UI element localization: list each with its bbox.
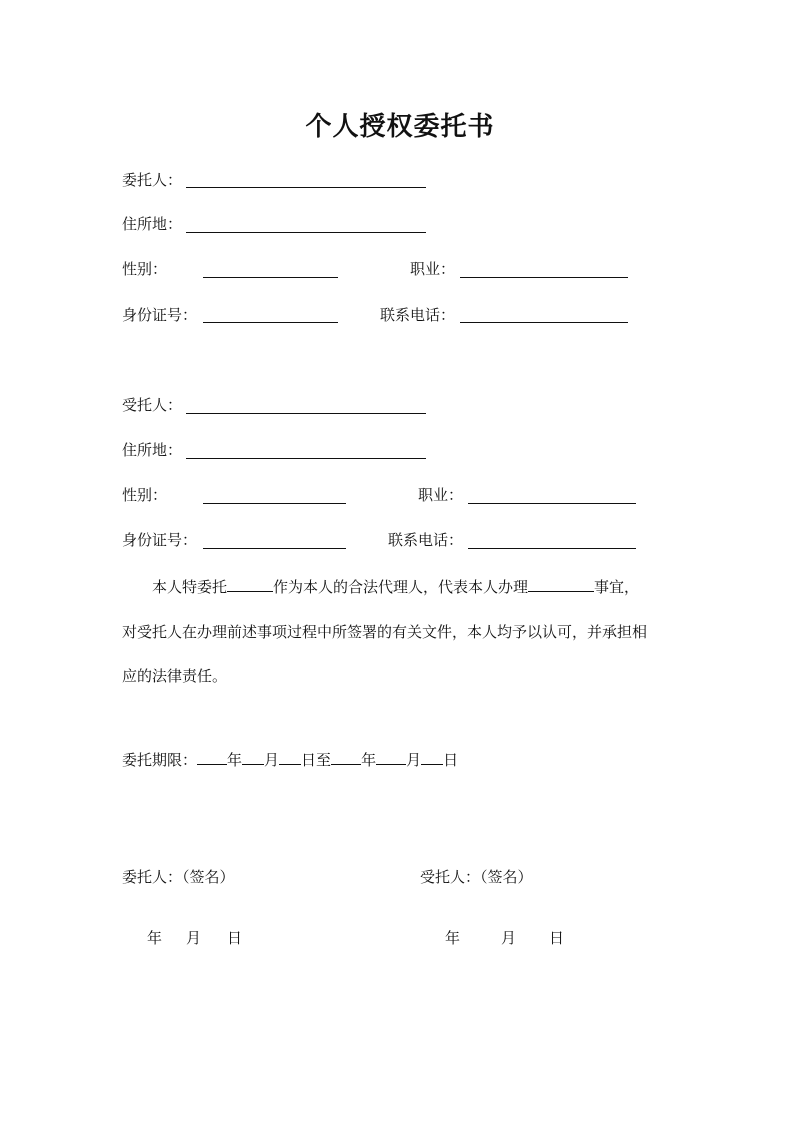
principal-address-label: 住所地： (122, 215, 183, 233)
document-title: 个人授权委托书 (305, 112, 495, 142)
agent-id-field[interactable] (203, 548, 346, 549)
term-end-year-blank[interactable] (331, 749, 361, 765)
term-month: 月 (264, 751, 280, 769)
principal-sign-year: 年 (147, 929, 163, 947)
entrusted-person-blank[interactable] (227, 576, 273, 592)
agent-occupation-field[interactable] (468, 503, 636, 504)
principal-phone-label: 联系电话： (380, 306, 456, 324)
term-end-month-blank[interactable] (376, 749, 406, 765)
body-line-1-a: 本人特委托 (152, 578, 228, 596)
body-line-2: 对受托人在办理前述事项过程中所签署的有关文件，本人均予以认可，并承担相 (122, 623, 648, 641)
term-day-to: 日至 (301, 751, 332, 769)
agent-name-label: 受托人： (122, 396, 183, 414)
agent-signature-label: 受托人：（签名） (420, 868, 533, 886)
term-year-2: 年 (361, 751, 377, 769)
principal-sign-month: 月 (186, 929, 202, 947)
principal-gender-field[interactable] (203, 277, 338, 278)
principal-name-label: 委托人： (122, 171, 183, 189)
agent-sign-month: 月 (501, 929, 517, 947)
matter-blank[interactable] (528, 576, 594, 592)
agent-sign-year: 年 (445, 929, 461, 947)
term-label: 委托期限： (122, 751, 198, 769)
principal-phone-field[interactable] (460, 322, 628, 323)
term-year: 年 (227, 751, 243, 769)
agent-sign-day: 日 (549, 929, 565, 947)
term-day-2: 日 (443, 751, 459, 769)
body-line-3: 应的法律责任。 (122, 667, 228, 685)
agent-occupation-label: 职业： (418, 486, 464, 504)
agent-id-label: 身份证号： (122, 531, 198, 549)
principal-occupation-label: 职业： (410, 260, 456, 278)
term-start-day-blank[interactable] (279, 749, 301, 765)
agent-gender-label: 性别： (122, 486, 168, 504)
agent-gender-field[interactable] (203, 503, 346, 504)
body-line-1-b: 作为本人的合法代理人，代表本人办理 (273, 578, 529, 596)
agent-phone-field[interactable] (468, 548, 636, 549)
principal-occupation-field[interactable] (460, 277, 628, 278)
term-row (122, 749, 458, 770)
body-line-1-c: 事宜， (594, 578, 640, 596)
principal-gender-label: 性别： (122, 260, 168, 278)
body-line-1 (152, 576, 639, 597)
term-start-month-blank[interactable] (242, 749, 264, 765)
principal-sign-day: 日 (227, 929, 243, 947)
agent-address-label: 住所地： (122, 441, 183, 459)
agent-address-field[interactable] (186, 458, 426, 459)
principal-address-field[interactable] (186, 232, 426, 233)
term-month-2: 月 (406, 751, 422, 769)
principal-id-label: 身份证号： (122, 306, 198, 324)
agent-name-field[interactable] (186, 413, 426, 414)
term-start-year-blank[interactable] (197, 749, 227, 765)
agent-phone-label: 联系电话： (388, 531, 464, 549)
principal-id-field[interactable] (203, 322, 338, 323)
principal-signature-label: 委托人：（签名） (122, 868, 235, 886)
term-end-day-blank[interactable] (421, 749, 443, 765)
principal-name-field[interactable] (186, 187, 426, 188)
